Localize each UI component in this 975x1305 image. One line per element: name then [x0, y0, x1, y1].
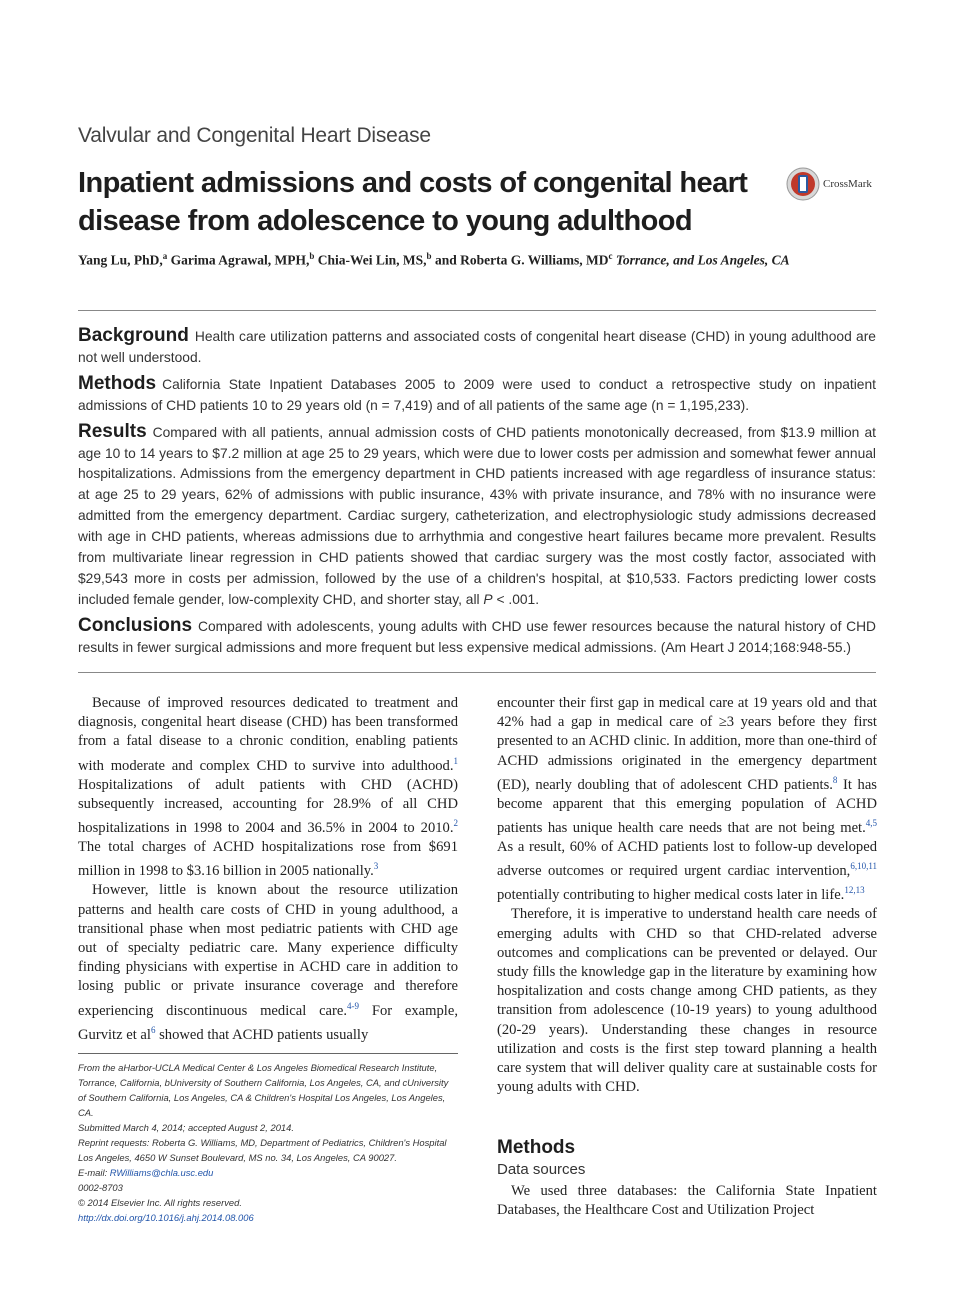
citation-link[interactable]: 3	[373, 861, 379, 872]
paragraph: We used three databases: the California State Inpatient Databases, the Healthcare Cost and Utilization Project	[497, 1182, 877, 1218]
citation-link[interactable]: 12,13	[844, 885, 865, 896]
crossmark-icon	[786, 167, 820, 201]
body-right-column	[497, 694, 877, 1220]
article-title: Inpatient admissions and costs of congenital heart disease from adolescence to young adulthood	[78, 167, 748, 237]
citation-link[interactable]: 4,5	[865, 818, 877, 829]
paragraph: Therefore, it is imperative to understand health care needs of emerging adults with CHD so that CHD-related adverse outcomes and complications can be prevented or delayed. Our study fills the knowledge gap in the literature by examining how hospitalization and costs change among CHD patients, as they transition from adolescence (10-19 years) to young adulthood (20-29 years). Understanding these changes in resource utilization and costs is the first step toward planning a health care system that will deliver quality care at sustainable costs for young adults with CHD.	[497, 906, 877, 1096]
background-heading: Background	[78, 325, 189, 346]
copyright: © 2014 Elsevier Inc. All rights reserved.	[78, 1197, 242, 1208]
methods-heading: Methods	[497, 1136, 576, 1158]
citation-link[interactable]: 4-9	[347, 1000, 360, 1011]
paragraph: However, little is known about the resource utilization patterns and health care costs of CHD in young adulthood, a transitional phase when most pediatric patients with CHD age out of specialty pediatric care. Many experience difficulty finding physicians with expertise in ACHD care in addition to losing public or private insurance coverage and therefore experiencing discontinuous medical care.$^{4-9}$ For example, Gurvitz et $al^6$ showed that ACHD patients usually	[78, 882, 458, 1043]
doi-link[interactable]: http://dx.doi.org/10.1016/j.ahj.2014.08.006	[78, 1212, 254, 1223]
results-heading: Results	[78, 420, 147, 442]
header-divider	[78, 310, 876, 311]
footnote-divider	[78, 1053, 458, 1054]
citation-link[interactable]: 2	[453, 818, 458, 829]
section-label: Valvular and Congenital Heart Disease	[78, 124, 431, 147]
email-line: E-mail: RWilliams@chla.usc.edu	[78, 1167, 214, 1178]
reprint-requests: Reprint requests: Roberta G. Williams, MD, Department of Pediatrics, Children's Hospital Los Angeles, 4650 W Sunset Boulevard, MS no. 34, Los Angeles, CA 90027.	[78, 1137, 447, 1163]
abstract-divider	[78, 672, 876, 673]
conclusions-heading: Conclusions	[78, 614, 193, 636]
citation-link[interactable]: 8	[832, 774, 838, 785]
body-left-column	[78, 694, 458, 1045]
email-link[interactable]: RWilliams@chla.usc.edu	[109, 1167, 214, 1178]
methods-heading: Methods	[78, 372, 157, 394]
citation-link[interactable]: 6,10,11	[850, 861, 877, 872]
affiliations: From the aHarbor-UCLA Medical Center & Los Angeles Biomedical Research Institute, Torrance, California, bUniversity of Southern California, Los Angeles, CA, and cUniversity of Southern California, Los Angeles, CA & Children's Hospital Los Angeles, Los Angeles, CA.	[78, 1062, 449, 1118]
paragraph: encounter their first gap in medical care at 19 years old and that 42% had a gap in medical care of ≥3 years before they first presented to an ACHD clinic. In addition, more than one-third of ACHD admissions originated in the emergency department (ED), nearly doubling that of adolescent CHD patients.$^8$ It has become apparent that this emerging population of ACHD patients has unique health care needs that are not being met.$^{4,5}$ As a result, 60% of ACHD patients lost to follow-up developed adverse outcomes or required urgent cardiac intervention,$^{6,10,11}$ potentially contributing to higher medical costs later in life.$^{12,13}$	[497, 695, 877, 904]
abstract-conclusions: Conclusions Compared with adolescents, young adults with CHD use fewer resources because the natural history of CHD results in fewer surgical admissions and more frequent but less expensive medical admissions. (Am Heart J 2014;168:948-55.)	[78, 614, 876, 655]
abstract-background: Background Health care utilization patterns and associated costs of congenital heart disease (CHD) in young adulthood are not well understood.	[78, 325, 876, 365]
author-place: Torrance, and Los Angeles, CA	[615, 252, 790, 268]
issn: 0002-8703	[78, 1182, 123, 1193]
data-sources-heading: Data sources	[497, 1160, 586, 1178]
citation-link[interactable]: 1	[453, 755, 458, 766]
author-list: Yang Lu, PhD,$^a$ Garima Agrawal, MPH,$^b$ Chia-Wei Lin, MS,$^b$ and Roberta G. Williams, $MD^c$ Torrance, and Los Angeles, CA	[78, 251, 790, 268]
abstract	[78, 326, 876, 664]
crossmark-label: CrossMark	[823, 178, 872, 190]
citation-link[interactable]: 6	[150, 1024, 156, 1035]
crossmark-badge[interactable]	[786, 167, 886, 201]
abstract-methods: Methods California State Inpatient Databases 2005 to 2009 were used to conduct a retrospective study on inpatient admissions of CHD patients 10 to 29 years old (n = 7,419) and of all patients of the same age (n = 1,195,233).	[78, 372, 876, 413]
paragraph: Because of improved resources dedicated to treatment and diagnosis, congenital heart disease (CHD) has been transformed from a fatal disease to a chronic condition, enabling patients with moderate and complex CHD to survive into adulthood.$^1$ Hospitalizations of adult patients with CHD (ACHD) subsequently increased, accounting for 28.9% of all CHD hospitalizations in 1998 to 2004 and 36.5% in 2004 to 2010.$^2$ The total charges of ACHD hospitalizations rose from $691 million in 1998 to $3.16 billion in 2005 nationally.$^3$	[78, 695, 458, 880]
footnotes	[78, 1060, 458, 1225]
abstract-results: Results Compared with all patients, annual admission costs of CHD patients monotonically decreased, from $13.9 million at age 10 to 14 years to $7.2 million at age 25 to 29 years, which were due to lower costs per admission and somewhat fewer annual hospitalizations. Admissions from the emergency department in CHD patients increased with age regardless of insurance status: at age 25 to 29 years, 62% of admissions with public insurance, 43% with private insurance, and 78% with no insurance were admitted from the emergency department. Cardiac surgery, catheterization, and electrophysiologic study admissions decreased with age in CHD patients, whereas admissions due to arrhythmia and congestive heart failures became more prevalent. Results from multivariate linear regression in CHD patients showed that cardiac surgery was the most costly factor, associated with $29,543 more in costs per admission, followed by the use of a children's hospital, at $10,533. Factors predicting lower costs included female gender, low-complexity CHD, and shorter stay, all P < .001.	[78, 420, 876, 607]
submission-dates: Submitted March 4, 2014; accepted August 2, 2014.	[78, 1122, 294, 1133]
